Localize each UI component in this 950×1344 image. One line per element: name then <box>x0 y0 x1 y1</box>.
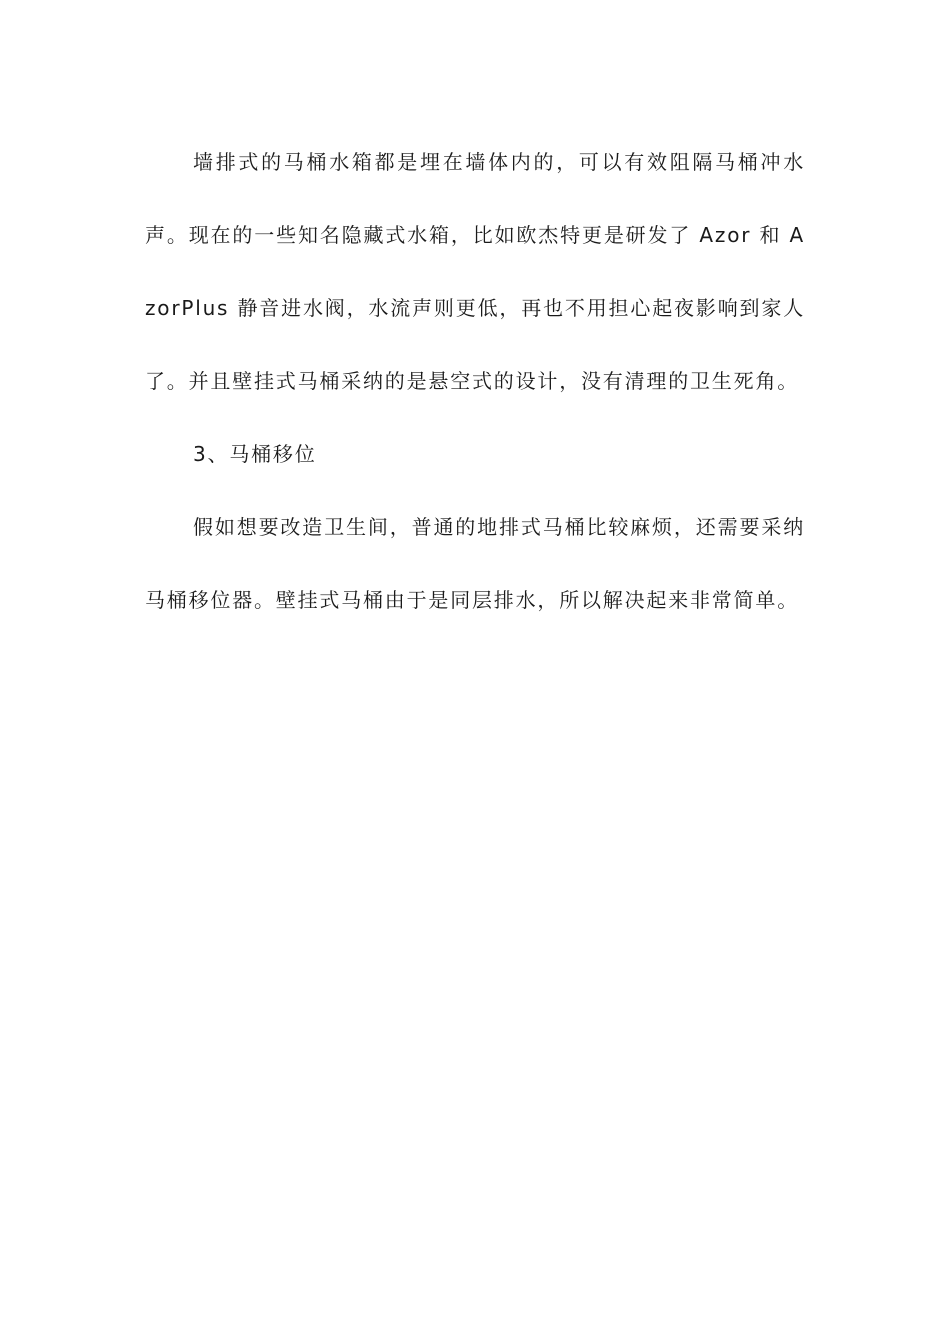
paragraph-toilet-relocation: 假如想要改造卫生间，普通的地排式马桶比较麻烦，还需要采纳马桶移位器。壁挂式马桶由于是同层排水，所以解决起来非常简单。 <box>145 515 805 612</box>
paragraph-wall-mounted-tank: 墙排式的马桶水箱都是埋在墙体内的，可以有效阻隔马桶冲水声。现在的一些知名隐藏式水箱，比如欧杰特更是研发了 Azor 和 AzorPlus 静音进水阀，水流声则更低，再也不用担心起夜影响到家人了。并且壁挂式马桶采纳的是悬空式的设计，没有清理的卫生死角。 <box>145 150 805 393</box>
section-heading-toilet-relocation: 3、马桶移位 <box>193 442 317 466</box>
document-body <box>145 126 805 637</box>
